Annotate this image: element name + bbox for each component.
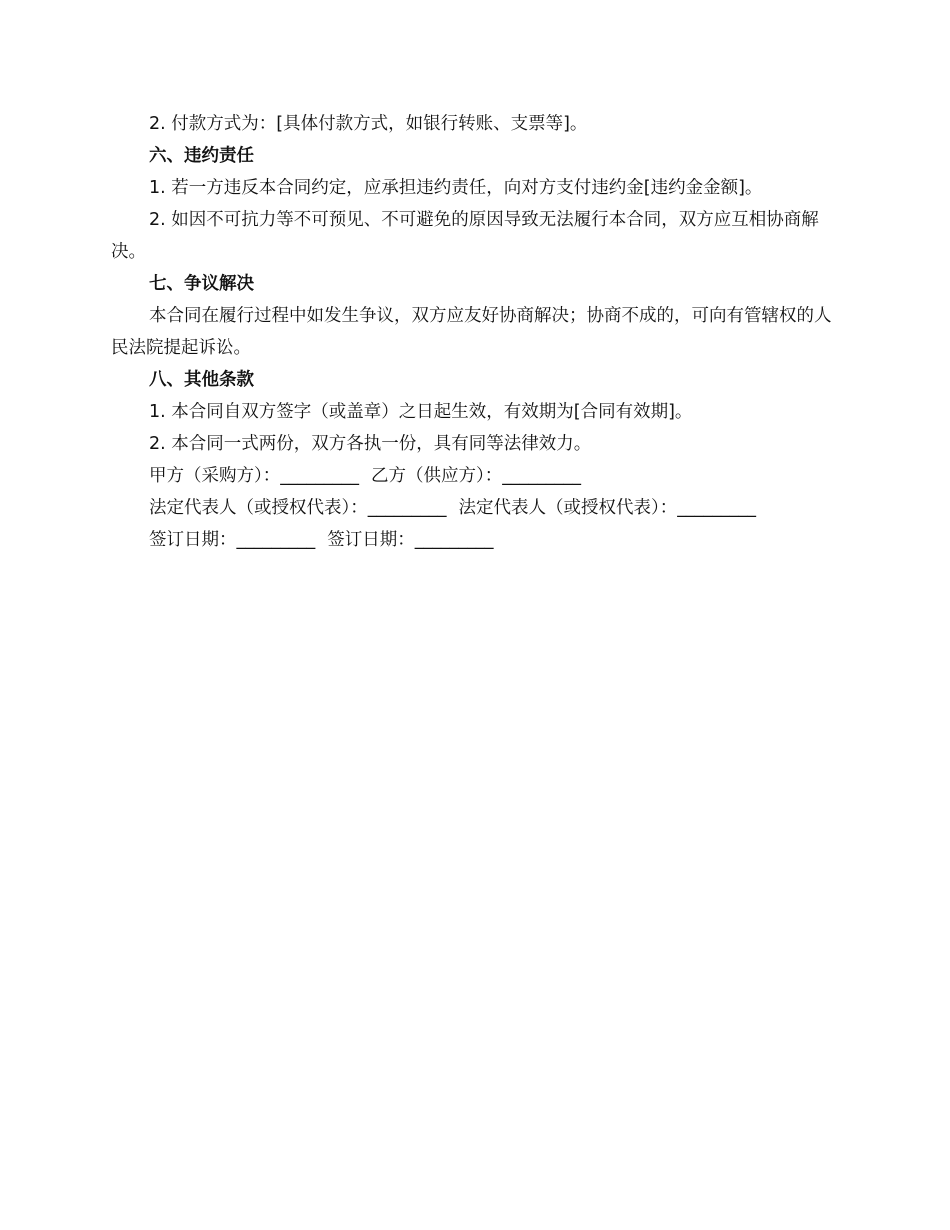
signature-dates-line xyxy=(111,524,841,556)
party-a-signature: 甲方（采购方）：_________ xyxy=(149,466,359,486)
dispute-clause: 本合同在履行过程中如发生争议，双方应友好协商解决；协商不成的，可向有管辖权的人民法院提起诉讼。 xyxy=(111,306,832,358)
date-a-signature: 签订日期：_________ xyxy=(149,530,316,550)
rep-a-signature: 法定代表人（或授权代表）：_________ xyxy=(149,498,447,518)
section-heading-breach: 六、违约责任 xyxy=(149,146,254,166)
party-b-signature: 乙方（供应方）：_________ xyxy=(371,466,581,486)
breach-clause-2: 2. 如因不可抗力等不可预见、不可避免的原因导致无法履行本合同，双方应互相协商解决。 xyxy=(111,210,819,262)
signature-parties-line xyxy=(111,460,841,492)
section-heading-dispute: 七、争议解决 xyxy=(149,274,254,294)
payment-method-clause: 2. 付款方式为：[具体付款方式，如银行转账、支票等]。 xyxy=(149,114,588,134)
signature-representatives-line xyxy=(111,492,841,524)
date-b-signature: 签订日期：_________ xyxy=(327,530,494,550)
section-heading-other: 八、其他条款 xyxy=(149,370,254,390)
other-clause-1: 1. 本合同自双方签字（或盖章）之日起生效，有效期为[合同有效期]。 xyxy=(149,402,693,422)
rep-b-signature: 法定代表人（或授权代表）：_________ xyxy=(458,498,756,518)
other-clause-2: 2. 本合同一式两份，双方各执一份，具有同等法律效力。 xyxy=(149,434,592,454)
breach-clause-1: 1. 若一方违反本合同约定，应承担违约责任，向对方支付违约金[违约金金额]。 xyxy=(149,178,763,198)
document-body xyxy=(111,108,841,556)
